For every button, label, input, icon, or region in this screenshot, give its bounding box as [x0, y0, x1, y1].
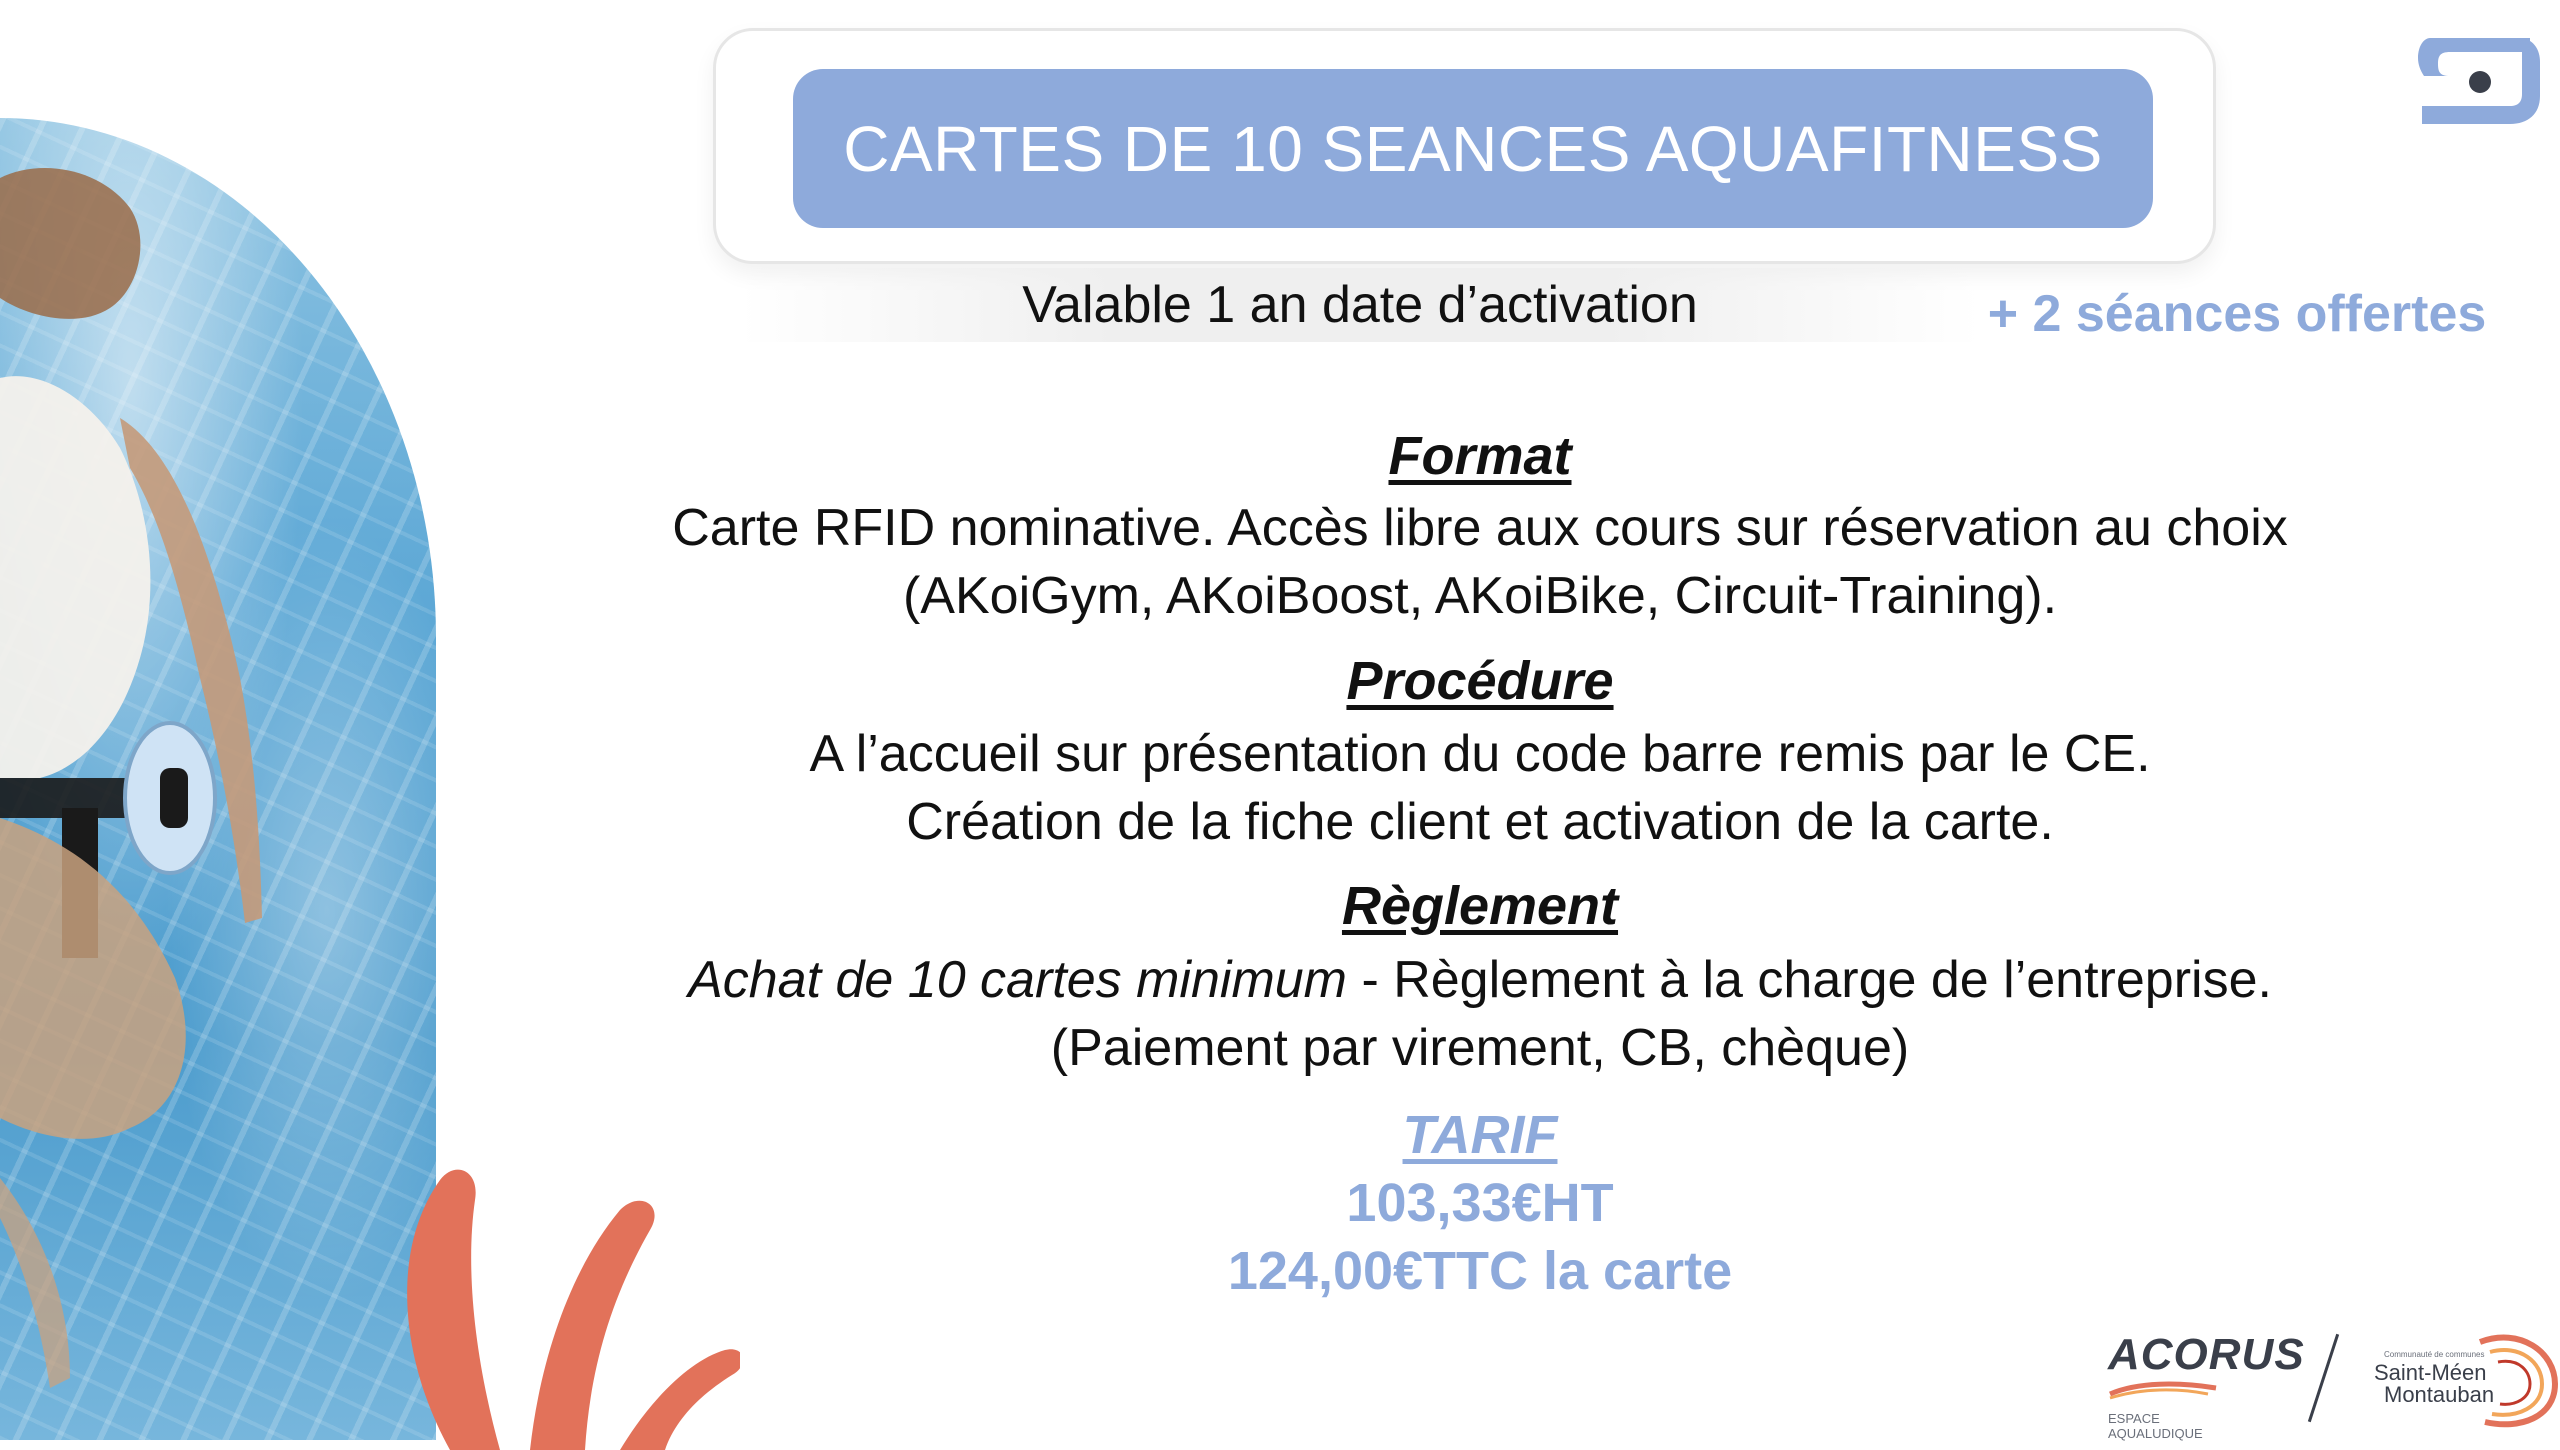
validity-band: [740, 268, 1980, 342]
acorus-logo-sub-1: ESPACE: [2108, 1411, 2160, 1426]
pool-photo: [0, 118, 436, 1440]
reglement-heading: Règlement: [1341, 876, 1619, 936]
reglement-line-2: (Paiement par virement, CB, chèque): [1050, 1019, 1910, 1077]
price-ht: 103,33€HT: [1346, 1173, 1614, 1233]
reglement-minimum-text: Achat de 10 cartes minimum: [688, 951, 1347, 1009]
logo-divider: [2308, 1334, 2339, 1422]
acorus-wave-icon: [2108, 1380, 2218, 1400]
swimmer-illustration: [0, 118, 436, 1440]
smm-line-1: Saint-Méen: [2374, 1360, 2487, 1385]
price-ttc: 124,00€TTC la carte: [1227, 1241, 1733, 1301]
smm-tiny-text: Communauté de communes: [2384, 1350, 2485, 1359]
format-line-2: (AKoiGym, AKoiBoost, AKoiBike, Circuit-Training).: [902, 567, 2058, 625]
acorus-logo-sub-2: AQUALUDIQUE: [2108, 1426, 2203, 1441]
reglement-charge-text: - Règlement à la charge de l’entreprise.: [1347, 951, 2272, 1009]
reglement-line-1: [520, 946, 2440, 1014]
saint-meen-montauban-logo: [2370, 1322, 2560, 1432]
format-line-1: Carte RFID nominative. Accès libre aux cours sur réservation au choix: [672, 499, 2288, 557]
procedure-heading: Procédure: [1346, 651, 1614, 711]
procedure-line-2: Création de la fiche client et activation de la carte.: [906, 793, 2054, 851]
tarif-heading: TARIF: [1402, 1105, 1558, 1165]
title-banner: [793, 69, 2153, 228]
smm-name: [2374, 1362, 2494, 1406]
procedure-line-1: A l’accueil sur présentation du code barre remis par le CE.: [809, 725, 2151, 783]
validity-text: Valable 1 an date d’activation: [1022, 276, 1698, 334]
page-title: CARTES DE 10 SEANCES AQUAFITNESS: [843, 112, 2103, 185]
format-heading: Format: [1388, 426, 1572, 486]
smm-line-2: Montauban: [2384, 1382, 2495, 1407]
acorus-logo: [2108, 1330, 2305, 1441]
acorus-logo-name: ACORUS: [2108, 1330, 2305, 1379]
bonus-offer: + 2 séances offertes: [1987, 285, 2487, 343]
brand-mark-icon: [2410, 20, 2542, 144]
